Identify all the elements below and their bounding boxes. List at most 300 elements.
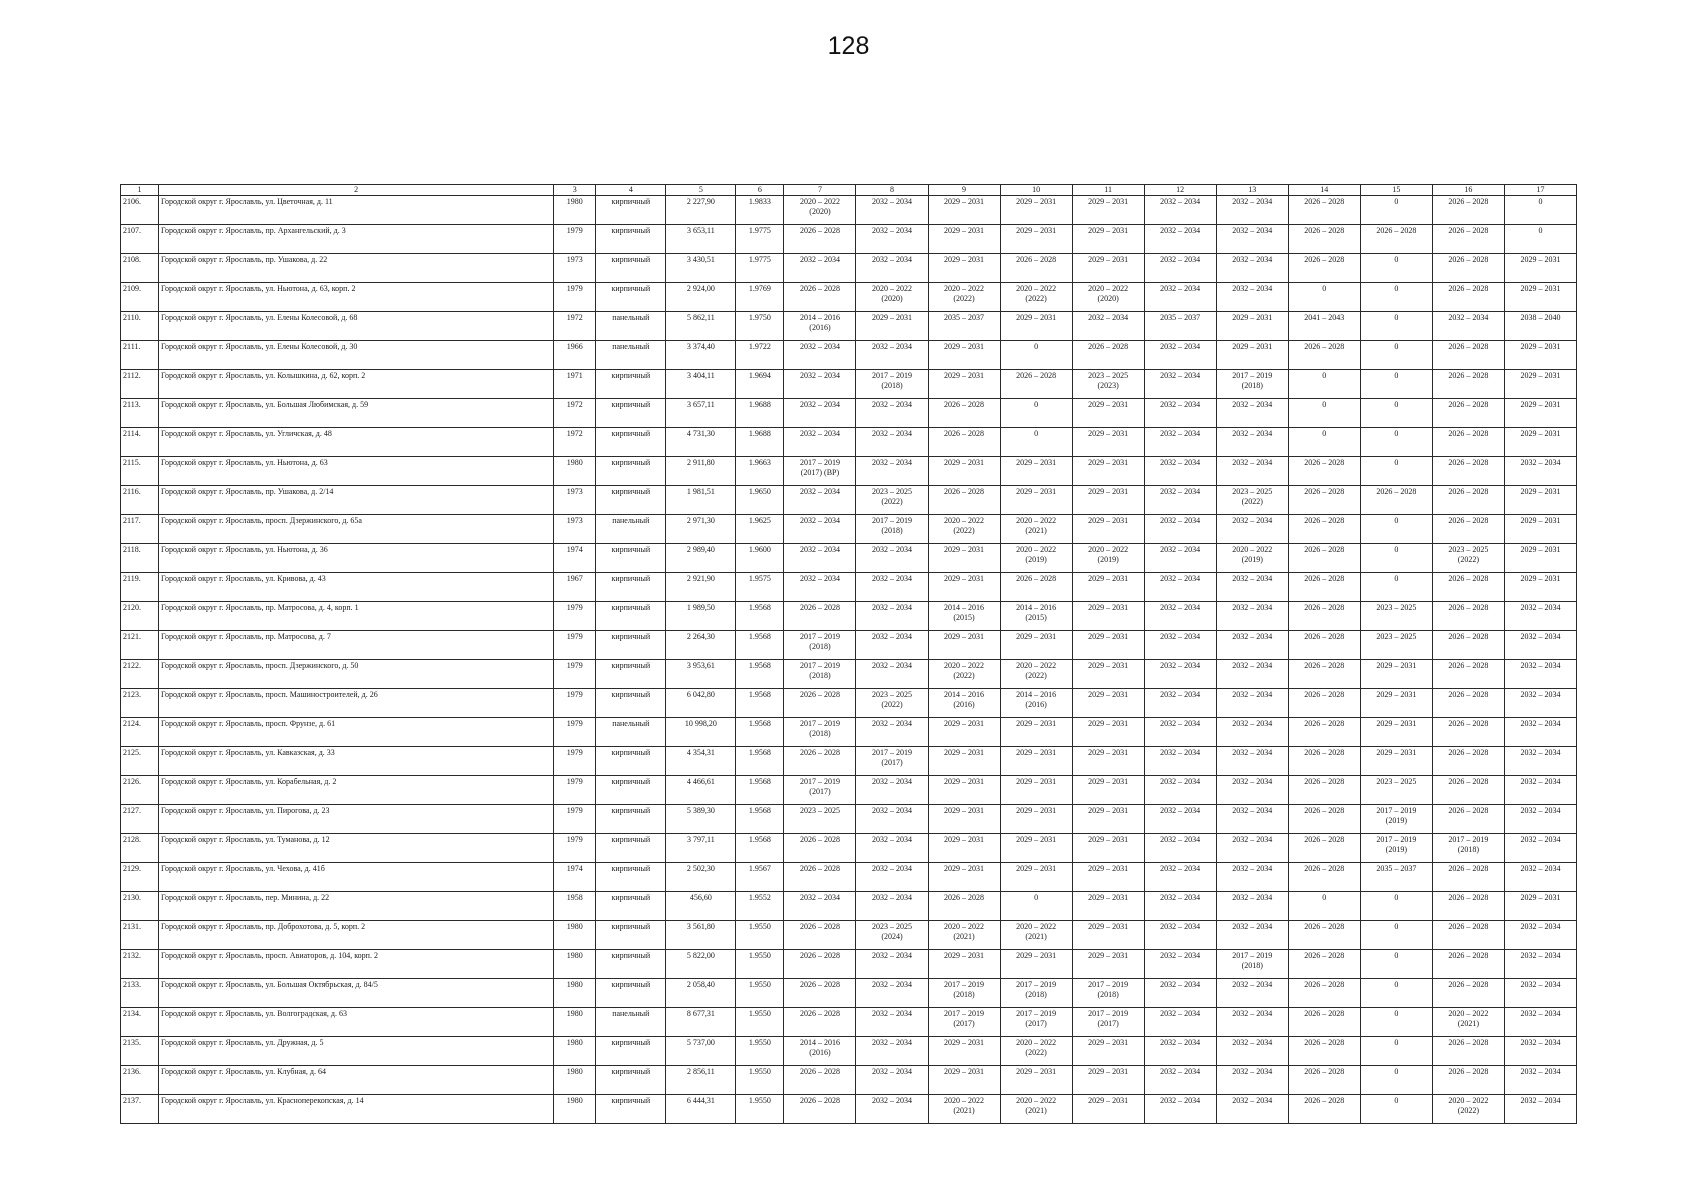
table-cell: [1072, 1008, 1144, 1037]
cell-text: 2 058,40: [686, 980, 715, 989]
cell-text: 2032 – 2034: [1160, 400, 1201, 409]
table-cell: [1432, 979, 1504, 1008]
row-number-cell: [121, 399, 159, 428]
cell-text: 2026 – 2028: [1304, 719, 1345, 728]
cell-text: Городской округ г. Ярославль, ул. Большая Любимская, д. 59: [161, 400, 369, 409]
cell-text: 2026 – 2028: [1304, 574, 1345, 583]
table-row: [121, 283, 1577, 312]
table-cell: [554, 515, 596, 544]
table-cell: [1072, 457, 1144, 486]
table-cell: [784, 776, 856, 805]
cell-text: кирпичный: [611, 1038, 651, 1047]
cell-text: 0: [1394, 951, 1399, 960]
table-cell: [1360, 370, 1432, 399]
table-cell: [1360, 863, 1432, 892]
cell-text: 3 374,40: [686, 342, 715, 351]
table-cell: [1072, 1095, 1144, 1124]
table-cell: [1000, 254, 1072, 283]
cell-text: 2026 – 2028: [1448, 400, 1489, 409]
cell-text: 2026 – 2028: [944, 400, 985, 409]
cell-text: Городской округ г. Ярославль, просп. Дзержинского, д. 65а: [161, 516, 362, 525]
table-cell: [554, 399, 596, 428]
table-cell: [736, 805, 784, 834]
cell-text: 2032 – 2034: [1160, 922, 1201, 931]
cell-text: 1971: [566, 371, 583, 380]
table-cell: [1144, 689, 1216, 718]
cell-text: 2026 – 2028: [799, 690, 840, 699]
table-cell: [856, 805, 928, 834]
table-cell: [1432, 863, 1504, 892]
cell-text: 2023 – 2025: [871, 487, 912, 496]
cell-text: (2022): [1025, 670, 1047, 680]
table-cell: [1144, 602, 1216, 631]
cell-text: 1974: [566, 545, 583, 554]
cell-text: (2016): [953, 699, 975, 709]
address-cell: [159, 718, 554, 747]
cell-text: 2026 – 2028: [1304, 690, 1345, 699]
cell-text: 2032 – 2034: [1160, 516, 1201, 525]
table-row: [121, 428, 1577, 457]
cell-text: Городской округ г. Ярославль, пр. Архангельский, д. 3: [161, 226, 346, 235]
table-cell: [666, 196, 736, 225]
table-cell: [1000, 776, 1072, 805]
table-cell: [1432, 515, 1504, 544]
table-cell: [1360, 892, 1432, 921]
cell-text: 0: [1538, 197, 1543, 206]
table-cell: [554, 892, 596, 921]
table-cell: [1360, 776, 1432, 805]
cell-text: (2022): [953, 525, 975, 535]
table-cell: [1072, 892, 1144, 921]
table-cell: [554, 631, 596, 660]
cell-text: кирпичный: [611, 748, 651, 757]
cell-text: 2026 – 2028: [1304, 835, 1345, 844]
table-cell: [928, 805, 1000, 834]
table-cell: [1000, 863, 1072, 892]
table-cell: [554, 573, 596, 602]
address-cell: [159, 196, 554, 225]
column-number-16: 16: [1432, 185, 1504, 196]
row-number-cell: [121, 225, 159, 254]
cell-text: Городской округ г. Ярославль, пр. Матросова, д. 7: [161, 632, 331, 641]
table-cell: [1504, 892, 1576, 921]
table-cell: [1432, 1095, 1504, 1124]
cell-text: 1.9688: [748, 429, 771, 438]
table-row: [121, 979, 1577, 1008]
table-row: [121, 457, 1577, 486]
table-cell: [1072, 196, 1144, 225]
cell-text: 1979: [566, 690, 583, 699]
table-cell: [736, 254, 784, 283]
cell-text: 1.9694: [748, 371, 771, 380]
table-cell: [666, 1008, 736, 1037]
cell-text: 1972: [566, 429, 583, 438]
cell-text: 2029 – 2031: [1088, 951, 1129, 960]
table-cell: [1216, 341, 1288, 370]
cell-text: кирпичный: [611, 284, 651, 293]
cell-text: 5 389,30: [686, 806, 715, 815]
cell-text: 2029 – 2031: [1376, 748, 1417, 757]
cell-text: 2029 – 2031: [944, 719, 985, 728]
table-cell: [784, 805, 856, 834]
row-number-cell: [121, 283, 159, 312]
cell-text: кирпичный: [611, 661, 651, 670]
table-cell: [736, 312, 784, 341]
table-cell: [856, 921, 928, 950]
cell-text: 2029 – 2031: [1088, 835, 1129, 844]
cell-text: кирпичный: [611, 893, 651, 902]
cell-text: 1980: [566, 1009, 583, 1018]
cell-text: 2032 – 2034: [1160, 893, 1201, 902]
table-cell: [1288, 515, 1360, 544]
cell-text: 2 971,30: [686, 516, 715, 525]
table-cell: [856, 718, 928, 747]
cell-text: кирпичный: [611, 922, 651, 931]
cell-text: 2032 – 2034: [1232, 893, 1273, 902]
table-cell: [784, 1008, 856, 1037]
table-cell: [1360, 834, 1432, 863]
cell-text: 2029 – 2031: [1088, 458, 1129, 467]
cell-text: 2032 – 2034: [1160, 1038, 1201, 1047]
table-cell: [596, 1037, 666, 1066]
register-table: [120, 184, 1577, 1124]
cell-text: 2032 – 2034: [871, 777, 912, 786]
cell-text: 1980: [566, 1038, 583, 1047]
cell-text: 2017 – 2019: [1088, 1009, 1129, 1018]
cell-text: 2032 – 2034: [1160, 226, 1201, 235]
cell-text: 6 042,80: [686, 690, 715, 699]
table-cell: [666, 834, 736, 863]
table-cell: [1360, 718, 1432, 747]
cell-text: 1.9567: [748, 864, 771, 873]
cell-text: 2017 – 2019: [1376, 835, 1417, 844]
table-cell: [1432, 776, 1504, 805]
cell-text: 2032 – 2034: [871, 980, 912, 989]
table-cell: [1000, 1095, 1072, 1124]
table-cell: [1288, 718, 1360, 747]
table-cell: [928, 1008, 1000, 1037]
cell-text: 2026 – 2028: [1304, 632, 1345, 641]
table-cell: [928, 863, 1000, 892]
cell-text: 2132.: [123, 951, 141, 960]
cell-text: 2032 – 2034: [1520, 690, 1561, 699]
table-cell: [1432, 921, 1504, 950]
cell-text: (2020): [881, 293, 903, 303]
cell-text: 2026 – 2028: [1304, 951, 1345, 960]
cell-text: 2029 – 2031: [1016, 864, 1057, 873]
cell-text: 2032 – 2034: [1232, 1009, 1273, 1018]
cell-text: 3 953,61: [686, 661, 715, 670]
table-cell: [1216, 718, 1288, 747]
table-cell: [1504, 602, 1576, 631]
cell-text: 1.9833: [748, 197, 771, 206]
cell-text: (2018): [809, 670, 831, 680]
cell-text: 2035 – 2037: [1376, 864, 1417, 873]
cell-text: 2108.: [123, 255, 141, 264]
table-cell: [856, 979, 928, 1008]
table-cell: [1360, 225, 1432, 254]
address-cell: [159, 573, 554, 602]
cell-text: 2026 – 2028: [1448, 516, 1489, 525]
cell-text: 3 797,11: [687, 835, 715, 844]
table-cell: [596, 950, 666, 979]
table-cell: [1288, 1037, 1360, 1066]
table-cell: [856, 457, 928, 486]
cell-text: (2016): [809, 1047, 831, 1057]
table-cell: [554, 776, 596, 805]
address-cell: [159, 312, 554, 341]
table-cell: [554, 950, 596, 979]
cell-text: 2032 – 2034: [871, 1096, 912, 1105]
cell-text: 2020 – 2022: [799, 197, 840, 206]
cell-text: 2026 – 2028: [1448, 255, 1489, 264]
table-cell: [596, 892, 666, 921]
cell-text: 2029 – 2031: [944, 458, 985, 467]
cell-text: 2029 – 2031: [1088, 400, 1129, 409]
cell-text: 0: [1322, 371, 1327, 380]
cell-text: 2032 – 2034: [799, 371, 840, 380]
cell-text: 0: [1394, 980, 1399, 989]
table-cell: [928, 486, 1000, 515]
cell-text: 2032 – 2034: [799, 516, 840, 525]
table-cell: [1000, 515, 1072, 544]
cell-text: (2016): [1025, 699, 1047, 709]
table-cell: [666, 921, 736, 950]
address-cell: [159, 950, 554, 979]
table-cell: [1360, 196, 1432, 225]
table-cell: [554, 1037, 596, 1066]
cell-text: панельный: [612, 313, 650, 322]
table-row: [121, 834, 1577, 863]
row-number-cell: [121, 950, 159, 979]
cell-text: 2023 – 2025: [1376, 603, 1417, 612]
table-cell: [1288, 225, 1360, 254]
table-cell: [1360, 457, 1432, 486]
table-cell: [1504, 457, 1576, 486]
table-cell: [1144, 776, 1216, 805]
table-cell: [856, 341, 928, 370]
table-cell: [1360, 283, 1432, 312]
row-number-cell: [121, 254, 159, 283]
table-cell: [1000, 457, 1072, 486]
table-cell: [666, 457, 736, 486]
cell-text: 0: [1394, 255, 1399, 264]
table-cell: [1144, 428, 1216, 457]
table-cell: [784, 341, 856, 370]
table-cell: [596, 1095, 666, 1124]
table-cell: [1432, 225, 1504, 254]
table-cell: [856, 486, 928, 515]
table-cell: [1072, 573, 1144, 602]
table-cell: [1072, 776, 1144, 805]
table-cell: [554, 718, 596, 747]
cell-text: 1980: [566, 980, 583, 989]
table-cell: [1144, 341, 1216, 370]
table-cell: [784, 370, 856, 399]
cell-text: 5 862,11: [687, 313, 715, 322]
cell-text: 2119.: [123, 574, 141, 583]
table-cell: [666, 225, 736, 254]
cell-text: 1.9550: [748, 1096, 771, 1105]
cell-text: (2018): [881, 380, 903, 390]
table-cell: [1000, 225, 1072, 254]
table-cell: [1504, 1066, 1576, 1095]
cell-text: 1.9568: [748, 748, 771, 757]
table-cell: [1432, 341, 1504, 370]
cell-text: 2 911,80: [687, 458, 715, 467]
column-number-13: 13: [1216, 185, 1288, 196]
cell-text: 2032 – 2034: [871, 951, 912, 960]
address-cell: [159, 254, 554, 283]
table-row: [121, 225, 1577, 254]
table-cell: [1360, 254, 1432, 283]
cell-text: 1.9625: [748, 516, 771, 525]
cell-text: 1.9568: [748, 777, 771, 786]
table-cell: [1432, 283, 1504, 312]
address-cell: [159, 225, 554, 254]
table-cell: [596, 399, 666, 428]
table-cell: [928, 515, 1000, 544]
cell-text: 0: [1394, 1009, 1399, 1018]
cell-text: 2038 – 2040: [1520, 313, 1561, 322]
table-cell: [1000, 921, 1072, 950]
table-cell: [1360, 312, 1432, 341]
table-row: [121, 1008, 1577, 1037]
cell-text: 1.9688: [748, 400, 771, 409]
cell-text: кирпичный: [611, 400, 651, 409]
cell-text: 2029 – 2031: [1016, 313, 1057, 322]
cell-text: (2017): [953, 1018, 975, 1028]
cell-text: 2026 – 2028: [799, 1096, 840, 1105]
address-cell: [159, 689, 554, 718]
table-cell: [1288, 805, 1360, 834]
table-cell: [554, 283, 596, 312]
cell-text: 2 989,40: [686, 545, 715, 554]
table-cell: [928, 312, 1000, 341]
table-cell: [784, 399, 856, 428]
row-number-cell: [121, 863, 159, 892]
cell-text: 4 354,31: [686, 748, 715, 757]
cell-text: 2032 – 2034: [1520, 1038, 1561, 1047]
table-cell: [666, 718, 736, 747]
table-cell: [928, 602, 1000, 631]
table-cell: [666, 660, 736, 689]
cell-text: 2032 – 2034: [1160, 371, 1201, 380]
cell-text: 2029 – 2031: [1016, 1067, 1057, 1076]
table-cell: [856, 515, 928, 544]
cell-text: 2032 – 2034: [1160, 545, 1201, 554]
table-cell: [554, 457, 596, 486]
cell-text: 2035 – 2037: [1160, 313, 1201, 322]
table-row: [121, 718, 1577, 747]
cell-text: 2026 – 2028: [1016, 255, 1057, 264]
table-row: [121, 1095, 1577, 1124]
table-cell: [1072, 399, 1144, 428]
row-number-cell: [121, 312, 159, 341]
cell-text: (2019): [1385, 815, 1407, 825]
cell-text: 2029 – 2031: [1016, 777, 1057, 786]
cell-text: 2113.: [123, 400, 141, 409]
table-cell: [1432, 950, 1504, 979]
table-cell: [1072, 689, 1144, 718]
cell-text: 2029 – 2031: [944, 255, 985, 264]
table-row: [121, 515, 1577, 544]
cell-text: (2018): [1241, 380, 1263, 390]
cell-text: 2029 – 2031: [1016, 197, 1057, 206]
table-cell: [1216, 776, 1288, 805]
table-cell: [1432, 834, 1504, 863]
cell-text: 2029 – 2031: [1520, 574, 1561, 583]
table-cell: [1432, 602, 1504, 631]
cell-text: 2026 – 2028: [1304, 1009, 1345, 1018]
cell-text: 2023 – 2025: [1376, 632, 1417, 641]
cell-text: 1.9568: [748, 806, 771, 815]
table-cell: [666, 1037, 736, 1066]
table-cell: [1216, 515, 1288, 544]
cell-text: 2032 – 2034: [1520, 1096, 1561, 1105]
table-cell: [1288, 1095, 1360, 1124]
cell-text: 2135.: [123, 1038, 141, 1047]
table-cell: [1216, 892, 1288, 921]
address-cell: [159, 341, 554, 370]
table-cell: [1072, 718, 1144, 747]
cell-text: 2026 – 2028: [1376, 226, 1417, 235]
cell-text: 1979: [566, 719, 583, 728]
table-row: [121, 196, 1577, 225]
cell-text: 2026 – 2028: [1304, 748, 1345, 757]
cell-text: (2017): [881, 757, 903, 767]
cell-text: 2020 – 2022: [1448, 1009, 1489, 1018]
table-cell: [666, 631, 736, 660]
cell-text: (2022): [1457, 1105, 1480, 1115]
cell-text: 2118.: [123, 545, 141, 554]
row-number-cell: [121, 689, 159, 718]
table-cell: [1432, 892, 1504, 921]
cell-text: (2015): [953, 612, 975, 622]
table-cell: [596, 1008, 666, 1037]
table-cell: [784, 1037, 856, 1066]
table-cell: [1432, 254, 1504, 283]
cell-text: 2117.: [123, 516, 141, 525]
cell-text: 2029 – 2031: [1088, 226, 1129, 235]
table-cell: [856, 1066, 928, 1095]
cell-text: 2032 – 2034: [1520, 1067, 1561, 1076]
cell-text: 5 822,00: [686, 951, 715, 960]
table-row: [121, 602, 1577, 631]
table-cell: [1360, 428, 1432, 457]
cell-text: 2106.: [123, 197, 141, 206]
cell-text: 2032 – 2034: [1160, 632, 1201, 641]
cell-text: 0: [1394, 922, 1399, 931]
cell-text: 1.9568: [748, 603, 771, 612]
cell-text: 2121.: [123, 632, 141, 641]
cell-text: 2020 – 2022: [1016, 1096, 1057, 1105]
cell-text: 2029 – 2031: [1088, 1096, 1129, 1105]
cell-text: 2017 – 2019: [871, 516, 912, 525]
cell-text: 2032 – 2034: [1232, 980, 1273, 989]
cell-text: 2032 – 2034: [799, 429, 840, 438]
table-cell: [1144, 370, 1216, 399]
cell-text: 1980: [566, 1096, 583, 1105]
cell-text: 2026 – 2028: [799, 980, 840, 989]
cell-text: 0: [1394, 545, 1399, 554]
table-row: [121, 1066, 1577, 1095]
cell-text: 2020 – 2022: [944, 516, 985, 525]
cell-text: 2032 – 2034: [1160, 719, 1201, 728]
cell-text: 2032 – 2034: [1232, 632, 1273, 641]
cell-text: 2029 – 2031: [1520, 284, 1561, 293]
table-cell: [1216, 225, 1288, 254]
